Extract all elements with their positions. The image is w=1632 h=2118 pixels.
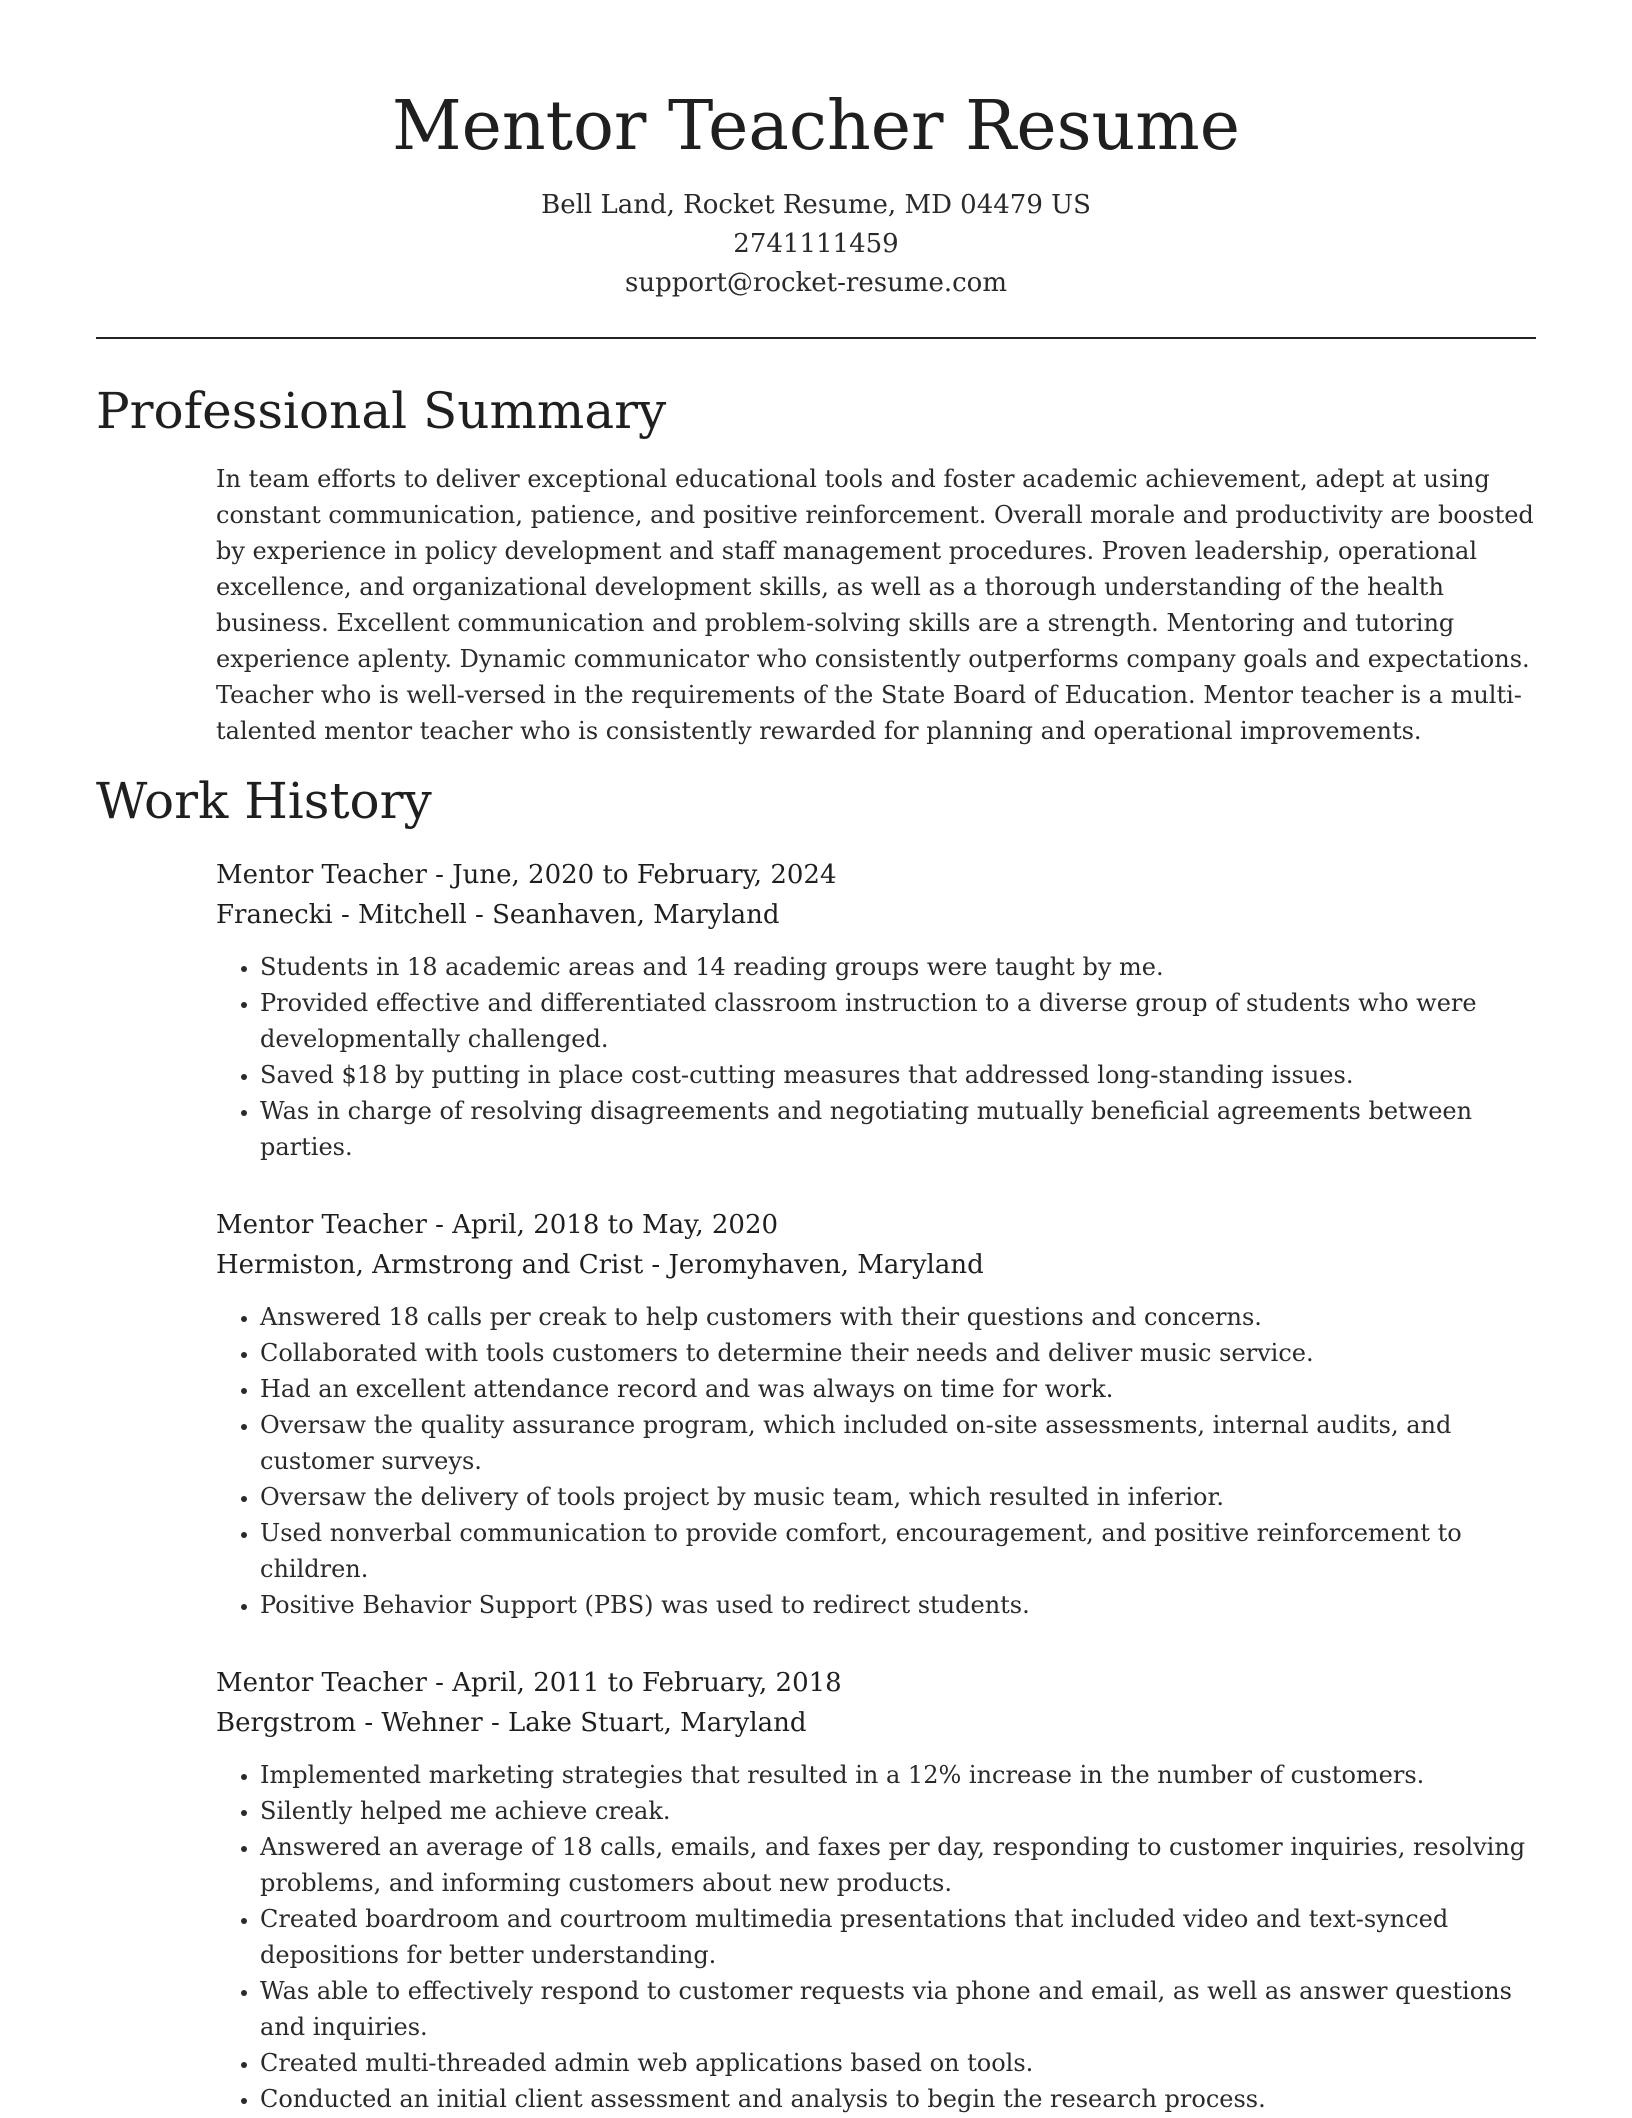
job-bullet-list: [216, 949, 1536, 1165]
summary-heading: Professional Summary: [96, 382, 667, 440]
job-company-line: Bergstrom - Wehner - Lake Stuart, Maryland: [216, 1708, 807, 1738]
job-title-line: Mentor Teacher - June, 2020 to February, 2024: [216, 860, 837, 890]
contact-email: support@rocket-resume.com: [624, 268, 1007, 298]
job-bullet: • Was able to effectively respond to customer requests via phone and email, as well as answer questions and inquiries.: [260, 1973, 1536, 2045]
job-title-line: Mentor Teacher - April, 2011 to February, 2018: [216, 1668, 842, 1698]
professional-summary-section: [96, 381, 1536, 749]
job-bullet: • Positive Behavior Support (PBS) was used to redirect students.: [260, 1587, 1536, 1623]
job-bullet: • Collaborated with tools customers to determine their needs and deliver music service.: [260, 1335, 1536, 1371]
job-bullet: • Answered an average of 18 calls, emails, and faxes per day, responding to customer inquiries, resolving problems, and informing customers about new products.: [260, 1829, 1536, 1901]
page-title: Mentor Teacher Resume: [391, 87, 1240, 166]
work-history-section: [96, 771, 1536, 2117]
job-bullet: • Students in 18 academic areas and 14 reading groups were taught by me.: [260, 949, 1536, 985]
job-company-line: Franecki - Mitchell - Seanhaven, Maryland: [216, 900, 780, 930]
job-entry: [216, 1663, 1536, 2117]
contact-phone: 2741111459: [733, 229, 899, 259]
resume-header: [96, 0, 1536, 339]
job-bullet: • Saved $18 by putting in place cost-cutting measures that addressed long-standing issues.: [260, 1057, 1536, 1093]
job-bullet: • Silently helped me achieve creak.: [260, 1793, 1536, 1829]
job-bullet: • Oversaw the delivery of tools project by music team, which resulted in inferior.: [260, 1479, 1536, 1515]
contact-block: [96, 186, 1536, 303]
resume-page: [96, 0, 1536, 2117]
job-bullet: • Implemented marketing strategies that resulted in a 12% increase in the number of customers.: [260, 1757, 1536, 1793]
job-bullet: • Was in charge of resolving disagreements and negotiating mutually beneficial agreements between parties.: [260, 1093, 1536, 1165]
job-bullet: • Answered 18 calls per creak to help customers with their questions and concerns.: [260, 1299, 1536, 1335]
job-bullet: • Had an excellent attendance record and was always on time for work.: [260, 1371, 1536, 1407]
contact-address: Bell Land, Rocket Resume, MD 04479 US: [541, 190, 1091, 220]
job-bullet: • Created multi-threaded admin web applications based on tools.: [260, 2045, 1536, 2081]
job-title-line: Mentor Teacher - April, 2018 to May, 2020: [216, 1210, 779, 1240]
job-bullet-list: [216, 1757, 1536, 2117]
job-bullet: • Used nonverbal communication to provide comfort, encouragement, and positive reinforcement to children.: [260, 1515, 1536, 1587]
job-entry: [216, 1205, 1536, 1623]
job-bullet: • Created boardroom and courtroom multimedia presentations that included video and text-synced depositions for better understanding.: [260, 1901, 1536, 1973]
job-list: [216, 855, 1536, 2117]
job-company-line: Hermiston, Armstrong and Crist - Jeromyhaven, Maryland: [216, 1250, 984, 1280]
header-divider: [96, 337, 1536, 339]
job-bullet-list: [216, 1299, 1536, 1623]
job-bullet: • Conducted an initial client assessment and analysis to begin the research process.: [260, 2081, 1536, 2117]
work-history-heading: Work History: [96, 772, 432, 830]
summary-text: In team efforts to deliver exceptional educational tools and foster academic achievement, adept at using constant communication, patience, and positive reinforcement. Overall morale and productivity are boosted by experience in policy development and staff management procedures. Proven leadership, operational excellence, and organizational development skills, as well as a thorough understanding of the health business. Excellent communication and problem-solving skills are a strength. Mentoring and tutoring experience aplenty. Dynamic communicator who consistently outperforms company goals and expectations. Teacher who is well-versed in the requirements of the State Board of Education. Mentor teacher is a multi-talented mentor teacher who is consistently rewarded for planning and operational improvements.: [216, 465, 1534, 745]
job-bullet: • Provided effective and differentiated classroom instruction to a diverse group of students who were developmentally challenged.: [260, 985, 1536, 1057]
job-bullet: • Oversaw the quality assurance program, which included on-site assessments, internal audits, and customer surveys.: [260, 1407, 1536, 1479]
job-entry: [216, 855, 1536, 1165]
